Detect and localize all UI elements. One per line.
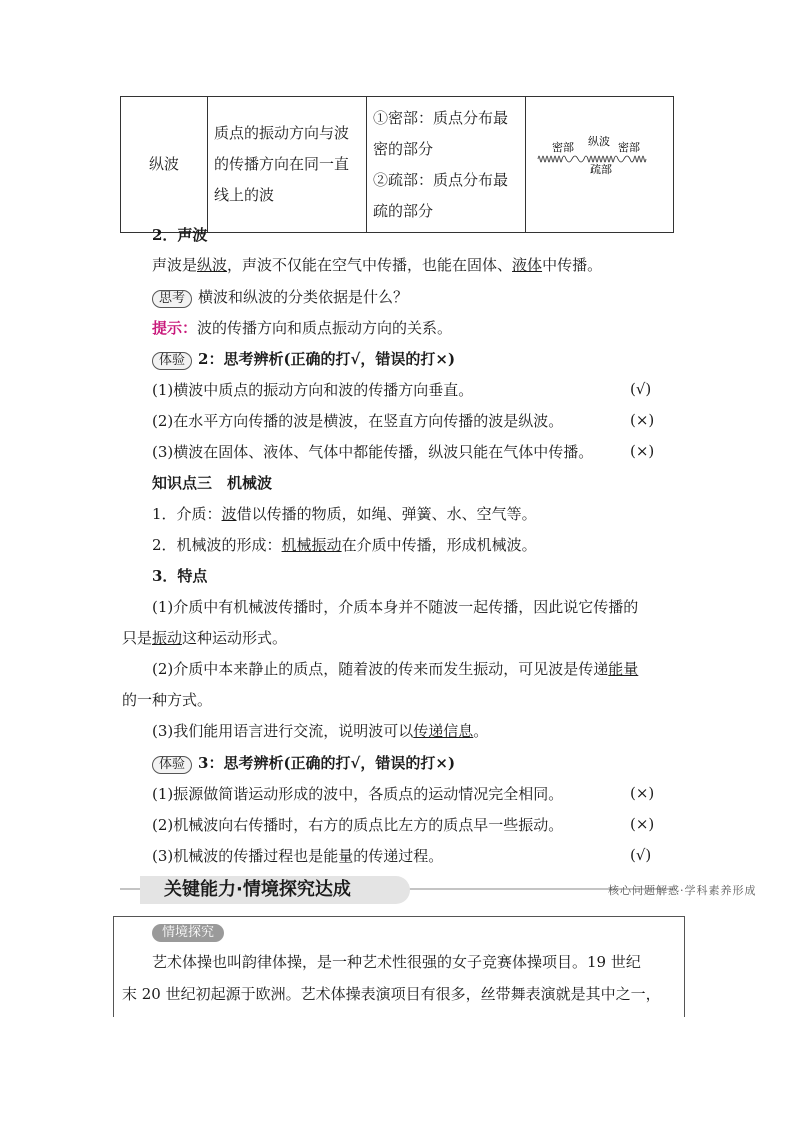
exp2-mark: (×) <box>630 411 655 429</box>
think-tag: 思考 <box>152 290 192 308</box>
exp2-title: 体验 2：思考辨析(正确的打√，错误的打×) <box>152 349 455 370</box>
feature-line: 疏的部分 <box>373 201 434 220</box>
kp3-heading: 知识点三 机械波 <box>152 474 273 492</box>
definition-line: 质点的振动方向与波 <box>214 124 350 142</box>
exp3-item: (3)机械波的传播过程也是能量的传递过程。 <box>152 847 444 865</box>
feature-line: ②疏部：质点分布最 <box>373 170 509 189</box>
section-subtitle: 核心问题解惑·学科素养形成 <box>608 884 757 897</box>
longitudinal-wave-table <box>120 96 674 233</box>
figure-label-title: 纵波 <box>588 135 610 148</box>
feature-line: 密的部分 <box>373 139 434 158</box>
exp3-title: 体验 3：思考辨析(正确的打√，错误的打×) <box>152 753 455 774</box>
definition-line: 线上的波 <box>214 186 275 204</box>
sound-heading: 2．声波 <box>152 226 208 244</box>
exp2-item: (3)横波在固体、液体、气体中都能传播，纵波只能在气体中传播。 <box>152 443 594 461</box>
scenario-line1: 艺术体操也叫韵律体操，是一种艺术性很强的女子竞赛体操项目。19 世纪 <box>152 953 641 971</box>
definition-cell <box>208 97 367 233</box>
experience-tag: 体验 <box>152 756 192 774</box>
wave-type-label: 纵波 <box>148 155 179 173</box>
hint-line: 提示：波的传播方向和质点振动方向的关系。 <box>152 319 453 337</box>
figure-cell <box>526 97 674 233</box>
think-question: 思考 横波和纵波的分类依据是什么？ <box>152 287 408 308</box>
sound-paragraph: 声波是纵波，声波不仅能在空气中传播，也能在固体、液体中传播。 <box>152 256 603 274</box>
feature-cell <box>367 97 526 233</box>
exp2-item: (2)在水平方向传播的波是横波，在竖直方向传播的波是纵波。 <box>152 412 564 430</box>
kp3-p3: (3)我们能用语言进行交流，说明波可以传递信息。 <box>152 722 489 740</box>
spring-coils <box>538 156 646 162</box>
exp3-mark: (×) <box>630 815 655 833</box>
definition-line: 的传播方向在同一直 <box>214 155 350 173</box>
exp2-mark: (√) <box>630 380 652 398</box>
kp3-p1-line1: (1)介质中有机械波传播时，介质本身并不随波一起传播，因此说它传播的 <box>152 598 639 616</box>
section-title: 关键能力·情境探究达成 <box>140 876 410 904</box>
figure-label-sparse: 疏部 <box>590 163 612 176</box>
exp3-item: (2)机械波向右传播时，右方的质点比左方的质点早一些振动。 <box>152 816 564 834</box>
exp3-mark: (×) <box>630 784 655 802</box>
scenario-line2: 末 20 世纪初起源于欧洲。艺术体操表演项目有很多，丝带舞表演就是其中之一， <box>122 985 661 1003</box>
experience-tag: 体验 <box>152 352 192 370</box>
scenario-tag: 情境探究 <box>152 924 224 942</box>
exp3-mark: (√) <box>630 846 652 864</box>
figure-label-dense-right: 密部 <box>618 141 640 154</box>
figure-label-dense-left: 密部 <box>552 141 574 154</box>
kp3-p1-line2: 只是振动这种运动形式。 <box>122 629 288 647</box>
exp2-mark: (×) <box>630 442 655 460</box>
kp3-medium: 1．介质：波借以传播的物质，如绳、弹簧、水、空气等。 <box>152 505 537 523</box>
exp3-item: (1)振源做简谐运动形成的波中，各质点的运动情况完全相同。 <box>152 785 564 803</box>
kp3-p2-line1: (2)介质中本来静止的质点，随着波的传来而发生振动，可见波是传递能量 <box>152 660 639 678</box>
longitudinal-wave-figure <box>532 97 667 221</box>
kp3-formation: 2．机械波的形成：机械振动在介质中传播，形成机械波。 <box>152 536 537 554</box>
wave-type-cell <box>121 97 208 233</box>
feature-line: ①密部：质点分布最 <box>373 108 509 127</box>
kp3-features-heading: 3．特点 <box>152 567 208 585</box>
kp3-p2-line2: 的一种方式。 <box>122 691 213 709</box>
exp2-item: (1)横波中质点的振动方向和波的传播方向垂直。 <box>152 381 474 399</box>
